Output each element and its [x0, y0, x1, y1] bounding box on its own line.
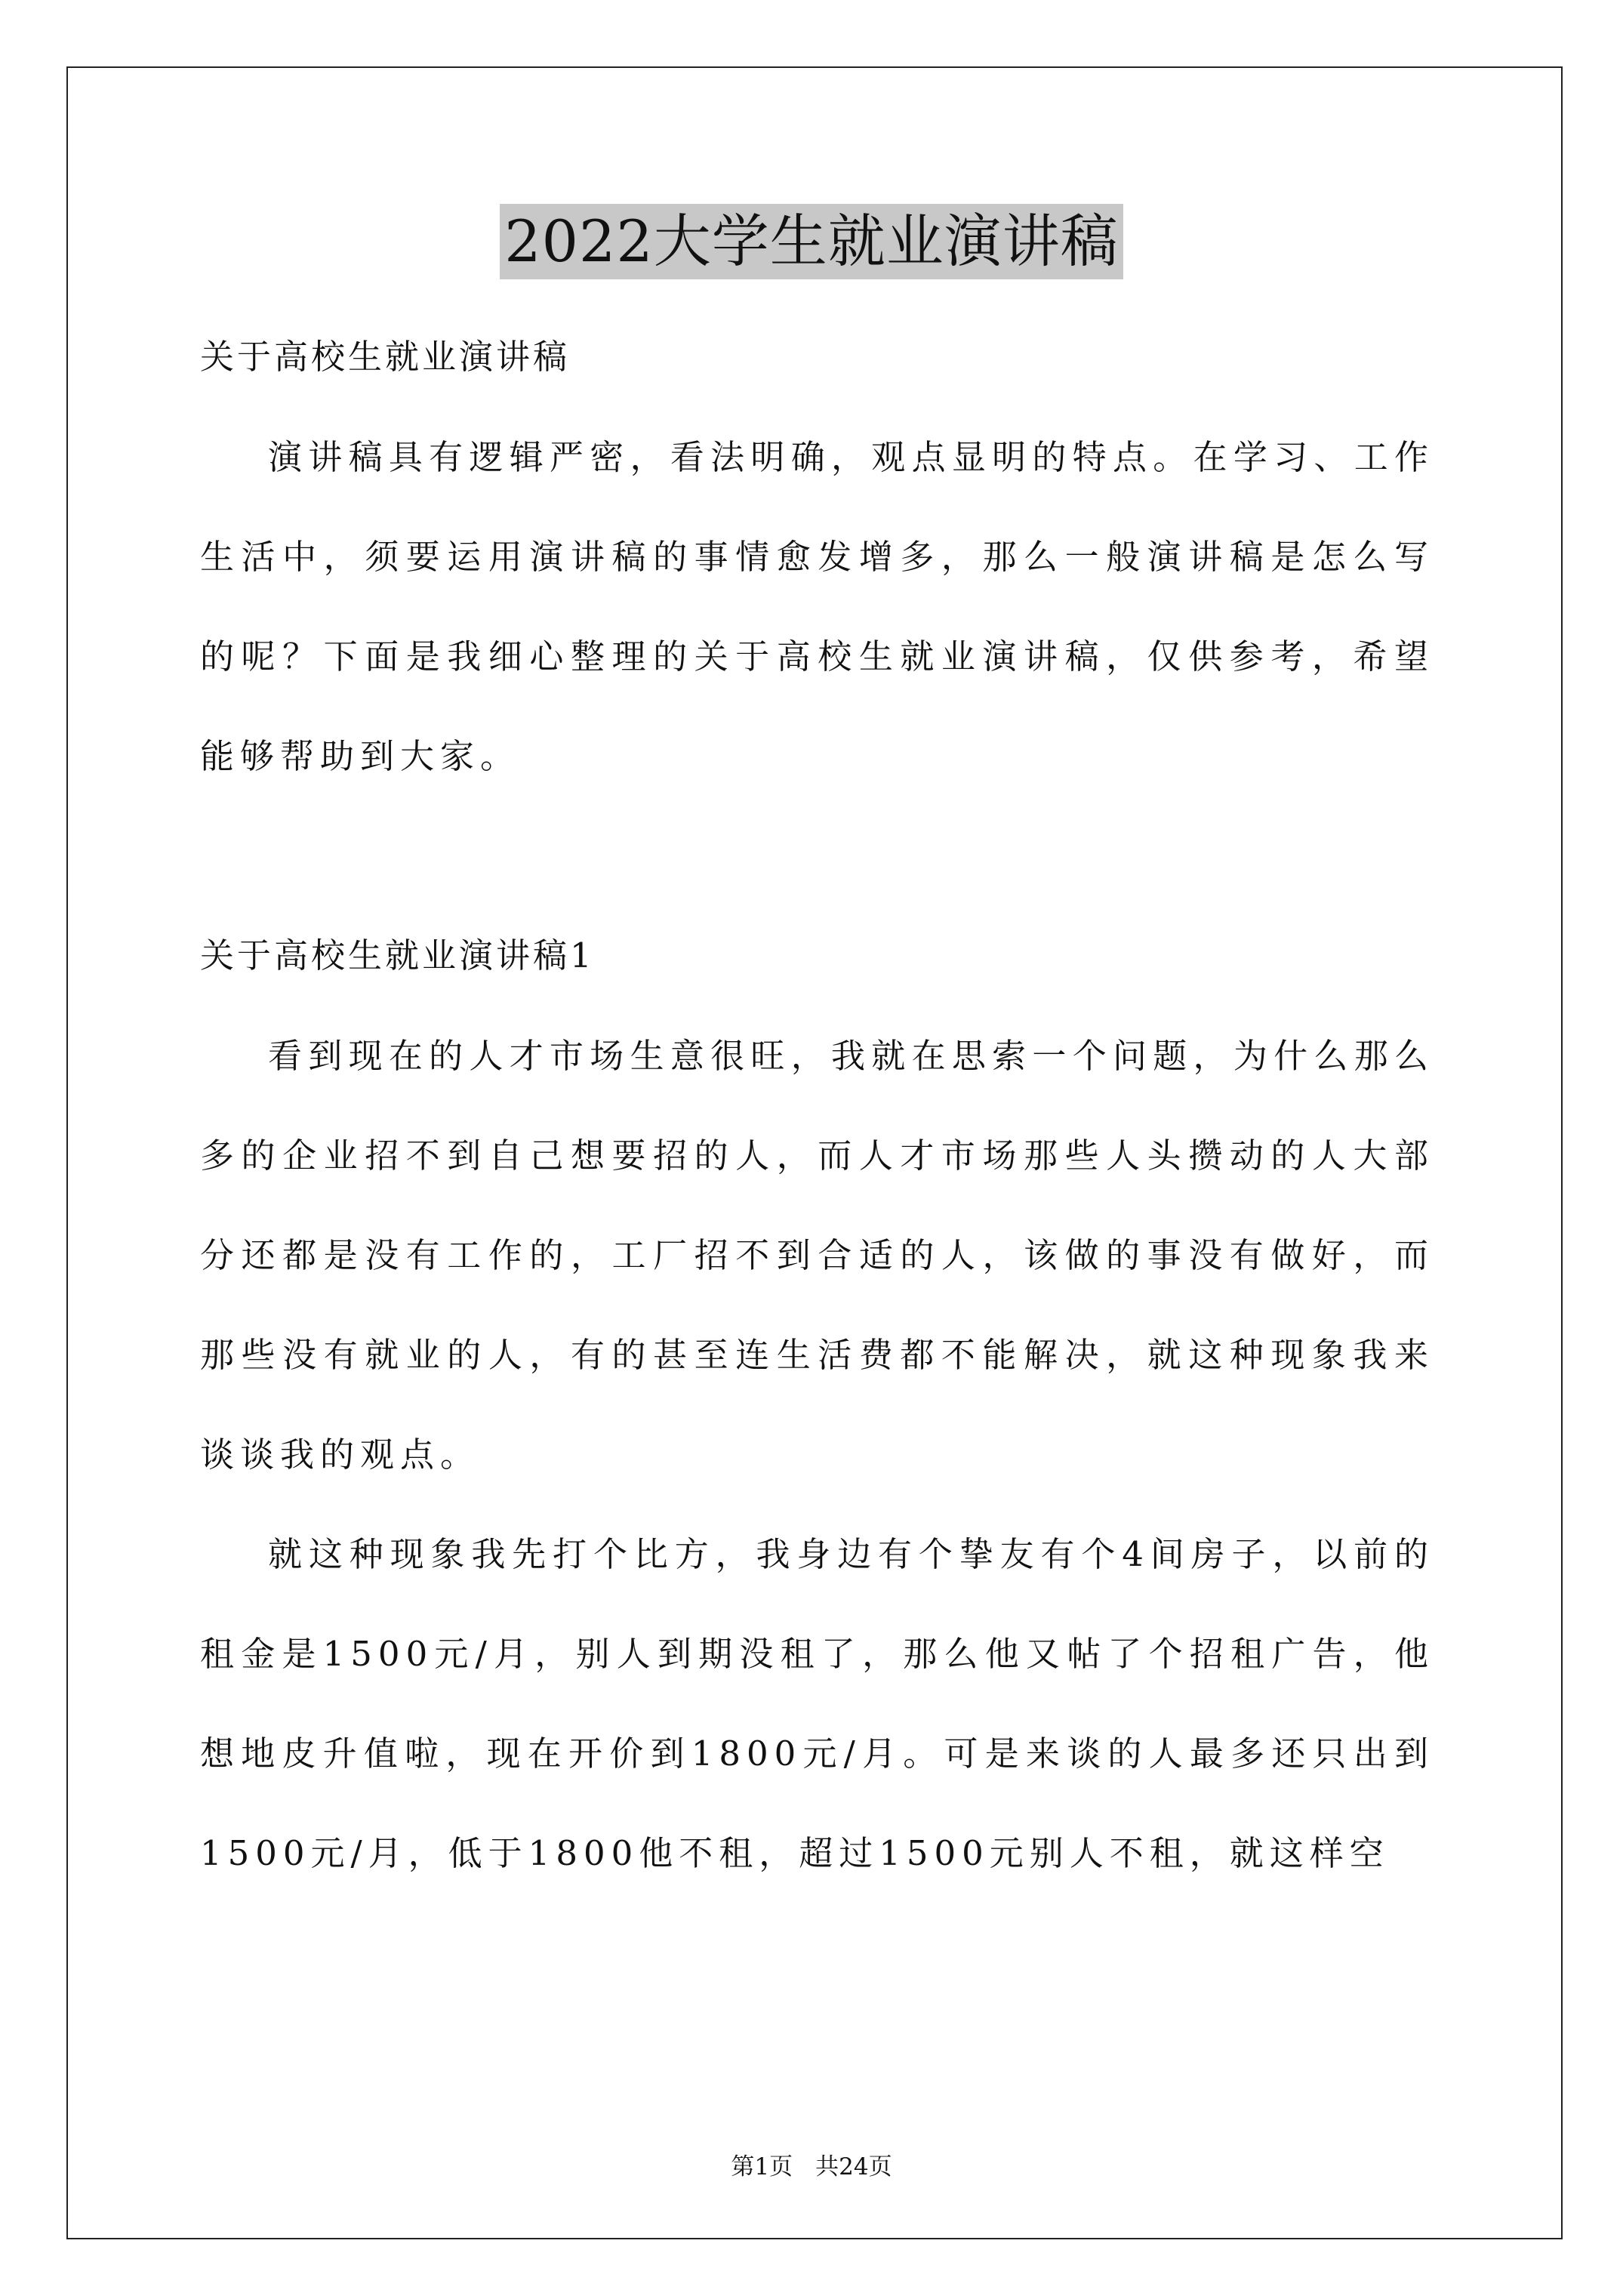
intro-paragraph: 演讲稿具有逻辑严密，看法明确，观点显明的特点。在学习、工作生活中，须要运用演讲稿的事情愈发增多，那么一般演讲稿是怎么写的呢？下面是我细心整理的关于高校生就业演讲稿，仅供参考，希望能够帮助到大家。	[200, 437, 1434, 776]
section-heading: 关于高校生就业演讲稿1	[200, 935, 595, 975]
section-spacer	[200, 806, 1434, 905]
document-body	[200, 306, 1434, 1903]
page-footer	[0, 2152, 1623, 2182]
page-number: 第1页	[731, 2153, 793, 2180]
intro-heading: 关于高校生就业演讲稿	[200, 337, 571, 377]
body-paragraph-2: 就这种现象我先打个比方，我身边有个挚友有个4间房子，以前的租金是1500元/月，别人到期没租了，那么他又帖了个招租广告，他想地皮升值啦，现在开价到1800元/月。可是来谈的人最多还只出到1500元/月，低于1800他不租，超过1500元别人不租，就这样空	[200, 1534, 1434, 1873]
body-paragraph-1: 看到现在的人才市场生意很旺，我就在思索一个问题，为什么那么多的企业招不到自己想要招的人，而人才市场那些人头攒动的人大部分还都是没有工作的，工厂招不到合适的人，该做的事没有做好，而那些没有就业的人，有的甚至连生活费都不能解决，就这种现象我来谈谈我的观点。	[200, 1036, 1434, 1475]
title-container	[0, 204, 1623, 279]
document-title: 2022大学生就业演讲稿	[500, 204, 1123, 279]
page-total: 共24页	[815, 2153, 892, 2180]
